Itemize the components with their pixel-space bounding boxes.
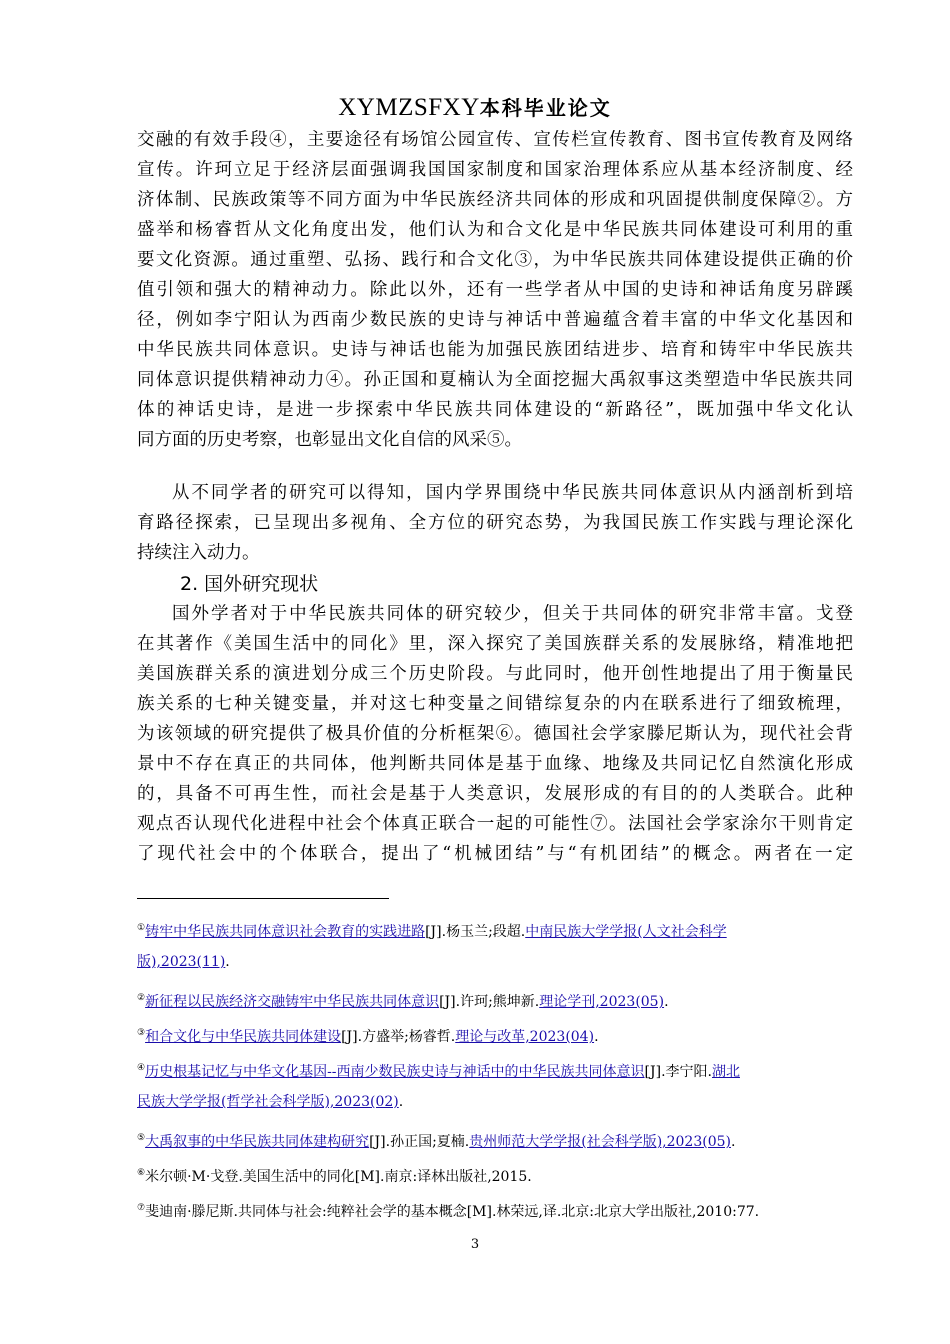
paragraph-line: 持续注入动力。 xyxy=(137,543,260,563)
footnote-authors: [J].孙正国;夏楠. xyxy=(369,1134,470,1150)
paragraph-2 xyxy=(137,478,853,568)
footnote-title-link[interactable]: 历史根基记忆与中华文化基因--西南少数民族史诗与神话中的中华民族共同体意识 xyxy=(145,1064,645,1080)
paragraph-line: 宣传。许珂立足于经济层面强调我国国家制度和国家治理体系应从基本经济制度、经 xyxy=(137,160,853,180)
footnote-authors: [J].方盛举;杨睿哲. xyxy=(341,1029,456,1045)
footnote-journal-link[interactable]: 理论与改革,2023(04) xyxy=(455,1029,595,1045)
paragraph-line: 国外学者对于中华民族共同体的研究较少，但关于共同体的研究非常丰富。戈登 xyxy=(172,604,853,624)
footnote-mark: ⑦ xyxy=(137,1203,146,1213)
paragraph-line: 的，具备不可再生性，而社会是基于人类意识，发展形成的有目的的人类联合。此种 xyxy=(137,784,853,804)
paragraph-line: 同方面的历史考察，也彰显出文化自信的风采⑤。 xyxy=(137,430,522,450)
footnote-journal-link[interactable]: 中南民族大学学报(人文社会科学 xyxy=(525,924,727,940)
paragraph-line: 要文化资源。通过重塑、弘扬、践行和合文化③，为中华民族共同体建设提供正确的价 xyxy=(137,250,853,270)
footnote-title-link[interactable]: 大禹叙事的中华民族共同体建构研究 xyxy=(145,1134,370,1150)
page-header xyxy=(0,92,950,122)
paragraph-line: 族关系的七种关键变量，并对这七种变量之间错综复杂的内在联系进行了细致梳理， xyxy=(137,694,853,714)
footnote-mark: ③ xyxy=(137,1028,146,1038)
footnote-3 xyxy=(137,1016,853,1050)
footnote-title-link[interactable]: 新征程以民族经济交融铸牢中华民族共同体意识 xyxy=(145,994,440,1010)
footnote-authors: [J].李宁阳. xyxy=(644,1064,712,1080)
paragraph-line: 为该领域的研究提供了极具价值的分析框架⑥。德国社会学家滕尼斯认为，现代社会背 xyxy=(137,724,853,744)
paragraph-line: 值引领和强大的精神动力。除此以外，还有一些学者从中国的史诗和神话角度另辟蹊 xyxy=(137,280,853,300)
paragraph-line: 同体意识提供精神动力④。孙正国和夏楠认为全面挖掘大禹叙事这类塑造中华民族共同 xyxy=(137,370,853,390)
footnote-authors: [J].杨玉兰;段超. xyxy=(425,924,526,940)
paragraph-line: 在其著作《美国生活中的同化》里，深入探究了美国族群关系的发展脉络，精准地把 xyxy=(137,634,853,654)
footnote-1 xyxy=(137,911,853,979)
footnote-journal-link[interactable]: 民族大学学报(哲学社会科学版),2023(02) xyxy=(137,1094,399,1110)
paragraph-line: 从不同学者的研究可以得知，国内学界围绕中华民族共同体意识从内涵剖析到培 xyxy=(172,483,853,503)
paragraph-3 xyxy=(137,599,853,869)
footnote-title-link[interactable]: 铸牢中华民族共同体意识社会教育的实践进路 xyxy=(145,924,426,940)
footnote-journal-link[interactable]: 湖北 xyxy=(711,1064,740,1080)
page-number: 3 xyxy=(470,1237,480,1252)
footnote-2 xyxy=(137,981,853,1015)
paragraph-line: 盛举和杨睿哲从文化角度出发，他们认为和合文化是中华民族共同体建设可利用的重 xyxy=(137,220,853,240)
footnote-title-link[interactable]: 和合文化与中华民族共同体建设 xyxy=(145,1029,342,1045)
footnote-end: . xyxy=(594,1029,599,1045)
section-heading: 2. 国外研究现状 xyxy=(180,573,319,595)
footnote-5 xyxy=(137,1121,853,1155)
footnote-mark: ① xyxy=(137,923,146,933)
footnote-text: 斐迪南·滕尼斯.共同体与社会:纯粹社会学的基本概念[M].林荣远,译.北京:北京大学出版社,2010:77. xyxy=(145,1204,760,1220)
footnote-end: . xyxy=(225,954,230,970)
footnote-7 xyxy=(137,1191,853,1225)
footnote-authors: [J].许珂;熊坤新. xyxy=(439,994,540,1010)
paragraph-line: 径，例如李宁阳认为西南少数民族的史诗与神话中普遍蕴含着丰富的中华文化基因和 xyxy=(137,310,853,330)
paragraph-line: 美国族群关系的演进划分成三个历史阶段。与此同时，他开创性地提出了用于衡量民 xyxy=(137,664,853,684)
footnote-journal-link[interactable]: 理论学刊,2023(05) xyxy=(539,994,665,1010)
paragraph-line: 中华民族共同体意识。史诗与神话也能为加强民族团结进步、培育和铸牢中华民族共 xyxy=(137,340,853,360)
footnote-6 xyxy=(137,1156,853,1190)
paragraph-line: 景中不存在真正的共同体，他判断共同体是基于血缘、地缘及共同记忆自然演化形成 xyxy=(137,754,853,774)
paragraph-line: 交融的有效手段④，主要途径有场馆公园宣传、宣传栏宣传教育、图书宣传教育及网络 xyxy=(137,130,853,150)
footnote-mark: ② xyxy=(137,993,146,1003)
footnote-journal-link[interactable]: 版),2023(11) xyxy=(137,954,226,970)
paragraph-line: 育路径探索，已呈现出多视角、全方位的研究态势，为我国民族工作实践与理论深化 xyxy=(137,513,853,533)
footnote-journal-link[interactable]: 贵州师范大学学报(社会科学版),2023(05) xyxy=(469,1134,731,1150)
footnote-mark: ⑤ xyxy=(137,1133,146,1143)
paragraph-1 xyxy=(137,125,853,455)
footnote-end: . xyxy=(398,1094,404,1110)
paragraph-line: 了现代社会中的个体联合，提出了“机械团结”与“有机团结”的概念。两者在一定 xyxy=(137,844,853,864)
footnote-end: . xyxy=(664,994,669,1010)
footnote-text: 米尔顿·M·戈登.美国生活中的同化[M].南京:译林出版社,2015. xyxy=(145,1169,532,1185)
paragraph-line: 观点否认现代化进程中社会个体真正联合一起的可能性⑦。法国社会学家涂尔干则肯定 xyxy=(137,814,853,834)
footnote-end: . xyxy=(730,1134,736,1150)
paragraph-line: 体的神话史诗，是进一步探索中华民族共同体建设的“新路径”，既加强中华文化认 xyxy=(137,400,853,420)
header-latin: XYMZSFXY xyxy=(338,94,480,121)
footnote-mark: ④ xyxy=(137,1063,146,1073)
footnote-4 xyxy=(137,1051,853,1119)
footnote-mark: ⑥ xyxy=(137,1168,146,1178)
paragraph-line: 济体制、民族政策等不同方面为中华民族经济共同体的形成和巩固提供制度保障②。方 xyxy=(137,190,853,210)
footnote-separator xyxy=(137,898,389,899)
header-chinese: 本科毕业论文 xyxy=(479,96,612,120)
